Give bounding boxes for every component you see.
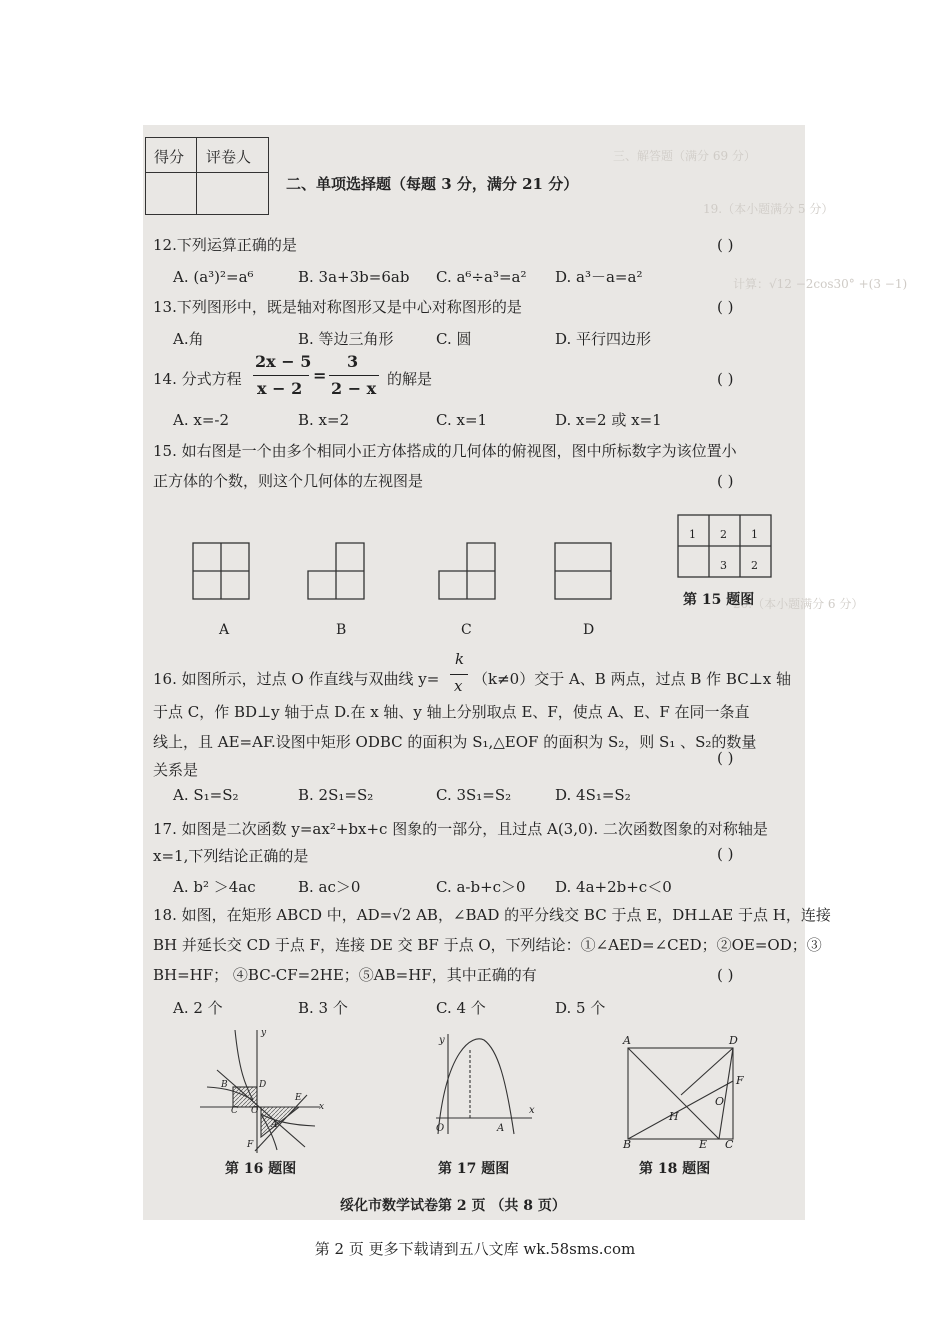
score-box [145, 137, 269, 215]
q15-cell: 2 [720, 528, 727, 541]
q15-caption: 第 15 题图 [683, 592, 755, 608]
q18-option-a: A. 2 个 [173, 999, 223, 1017]
fig18-label-f: F [736, 1074, 744, 1087]
exam-page [143, 125, 908, 1220]
q16-frac-den: x [454, 677, 463, 695]
score-label: 得分 [154, 148, 185, 166]
q17-option-b: B. ac＞0 [298, 878, 361, 896]
q12-option-d: D. a³－a=a² [555, 268, 643, 286]
bleed-through: 19.（本小题满分 5 分） [703, 202, 834, 216]
q13-option-a: A.角 [173, 330, 204, 348]
page-footer: 绥化市数学试卷第 2 页 （共 8 页） [340, 1198, 566, 1214]
fig17-label-x: x [529, 1105, 535, 1116]
q16-option-b: B. 2S₁=S₂ [298, 786, 374, 804]
q17-line2: x=1,下列结论正确的是 [153, 847, 309, 865]
q12-option-c: C. a⁶÷a³=a² [436, 268, 527, 286]
q16-frac-num: k [455, 650, 465, 668]
q15-cell: 3 [720, 559, 727, 572]
q16-line1-pre: 16. 如图所示，过点 O 作直线与双曲线 y= [153, 670, 440, 688]
fig17-caption: 第 17 题图 [438, 1161, 510, 1177]
q17-line1: 17. 如图是二次函数 y=ax²+bx+c 图象的一部分，且过点 A(3,0). 二次函数图象的对称轴是 [153, 820, 768, 838]
fig16-caption: 第 16 题图 [225, 1161, 297, 1177]
q14-option-d: D. x=2 或 x=1 [555, 411, 662, 429]
q18-option-d: D. 5 个 [555, 999, 606, 1017]
fig18-caption: 第 18 题图 [639, 1161, 711, 1177]
q14-den2: 2 − x [331, 379, 377, 398]
fig16-label-a: A [271, 1120, 278, 1130]
q14-stem: 14. 分式方程 [153, 370, 242, 388]
bleed-through: 三、解答题（满分 69 分） [613, 149, 756, 163]
fig18-label-e: E [699, 1138, 708, 1151]
fig18-label-o: O [715, 1095, 725, 1108]
q16-option-a: A. S₁=S₂ [173, 786, 239, 804]
fig16-label-c: C [231, 1106, 238, 1116]
q12-option-a: A. (a³)²=a⁶ [173, 268, 254, 286]
bleed-through: 计算：√12 −2cos30° +(3 −1) [733, 277, 908, 291]
q15-label-b: B [336, 622, 347, 638]
fig16-label-o: O [251, 1106, 259, 1116]
q12-option-b: B. 3a+3b=6ab [298, 268, 410, 286]
q16-paren: ( ) [717, 749, 734, 767]
fig17-label-a: A [497, 1123, 505, 1134]
q14-paren: ( ) [717, 370, 734, 388]
q15-c-shape [439, 543, 495, 599]
q18-option-b: B. 3 个 [298, 999, 348, 1017]
q14-option-a: A. x=-2 [173, 411, 230, 429]
q16-fraction-bar [450, 674, 468, 675]
q18-line2: BH 并延长交 CD 于点 F，连接 DE 交 BF 于点 O，下列结论：①∠AED=∠CED；②OE=OD；③ [153, 936, 822, 954]
q13-stem: 13.下列图形中，既是轴对称图形又是中心对称图形的是 [153, 298, 522, 316]
q13-option-b: B. 等边三角形 [298, 330, 394, 348]
q16-line1-post: （k≠0）交于 A、B 两点，过点 B 作 BC⊥x 轴 [473, 670, 792, 688]
q16-option-d: D. 4S₁=S₂ [555, 786, 631, 804]
q15-line1: 15. 如右图是一个由多个相同小正方体搭成的几何体的俯视图，图中所标数字为该位置小 [153, 442, 737, 460]
q15-line2: 正方体的个数，则这个几何体的左视图是 [153, 472, 424, 490]
fig17-label-o: O [436, 1123, 445, 1134]
fig16-label-b: B [221, 1080, 228, 1090]
q12-stem: 12.下列运算正确的是 [153, 236, 297, 254]
fig16-label-d: D [259, 1080, 267, 1090]
q18-line1: 18. 如图，在矩形 ABCD 中，AD=√2 AB，∠BAD 的平分线交 BC 于点 E，DH⊥AE 于点 H，连接 [153, 906, 831, 924]
fig18-label-b: B [623, 1138, 632, 1151]
fig18-label-d: D [729, 1034, 738, 1047]
q16-line2: 于点 C，作 BD⊥y 轴于点 D.在 x 轴、y 轴上分别取点 E、F，使点 A、E、F 在同一条直 [153, 703, 750, 721]
q18-line3: BH=HF； ④BC-CF=2HE；⑤AB=HF，其中正确的有 [153, 966, 537, 984]
q16-option-c: C. 3S₁=S₂ [436, 786, 512, 804]
q14-den1: x − 2 [257, 379, 303, 398]
fig16-label-f: F [247, 1140, 254, 1150]
fig16-label-x: x [319, 1102, 325, 1112]
q15-cell: 1 [689, 528, 696, 541]
q14-num2: 3 [347, 352, 359, 371]
download-note: 第 2 页 更多下载请到五八文库 wk.58sms.com [314, 1240, 636, 1258]
q13-option-d: D. 平行四边形 [555, 330, 652, 348]
q15-paren: ( ) [717, 472, 734, 490]
fig17-label-y: y [439, 1035, 445, 1046]
q13-option-c: C. 圆 [436, 330, 472, 348]
q18-option-c: C. 4 个 [436, 999, 486, 1017]
q15-option-figures [143, 505, 805, 645]
q17-option-a: A. b² ＞4ac [173, 878, 256, 896]
q14-option-c: C. x=1 [436, 411, 488, 429]
q12-paren: ( ) [717, 236, 734, 254]
q15-cell: 2 [751, 559, 758, 572]
q13-paren: ( ) [717, 298, 734, 316]
q18-paren: ( ) [717, 966, 734, 984]
bleed-through: 20.（本小题满分 6 分） [733, 597, 864, 611]
grader-label: 评卷人 [206, 148, 252, 166]
q15-label-a: A [219, 622, 230, 638]
section-title: 二、单项选择题（每题 3 分，满分 21 分） [286, 175, 579, 193]
q15-label-c: C [461, 622, 472, 638]
fig18-label-c: C [725, 1138, 734, 1151]
q15-label-d: D [583, 622, 595, 638]
q17-option-d: D. 4a+2b+c＜0 [555, 878, 672, 896]
q14-eq: = [313, 366, 327, 385]
fig18-label-a: A [623, 1034, 631, 1047]
q15-b-shape [308, 543, 364, 599]
fig18-label-h: H [669, 1110, 679, 1123]
q17-paren: ( ) [717, 845, 734, 863]
q16-line4: 关系是 [153, 761, 199, 779]
q14-option-b: B. x=2 [298, 411, 350, 429]
q16-line3: 线上，且 AE=AF.设图中矩形 ODBC 的面积为 S₁,△EOF 的面积为 S₂，则 S₁ 、S₂的数量 [153, 733, 757, 751]
q17-option-c: C. a-b+c＞0 [436, 878, 526, 896]
fig16-label-e: E [295, 1093, 302, 1103]
q14-num1: 2x − 5 [255, 352, 312, 371]
q15-cell: 1 [751, 528, 758, 541]
q14-fraction-bar [329, 375, 379, 376]
q14-fraction-bar [253, 375, 309, 376]
q14-stem-post: 的解是 [387, 370, 433, 388]
fig16-label-y: y [261, 1028, 267, 1038]
